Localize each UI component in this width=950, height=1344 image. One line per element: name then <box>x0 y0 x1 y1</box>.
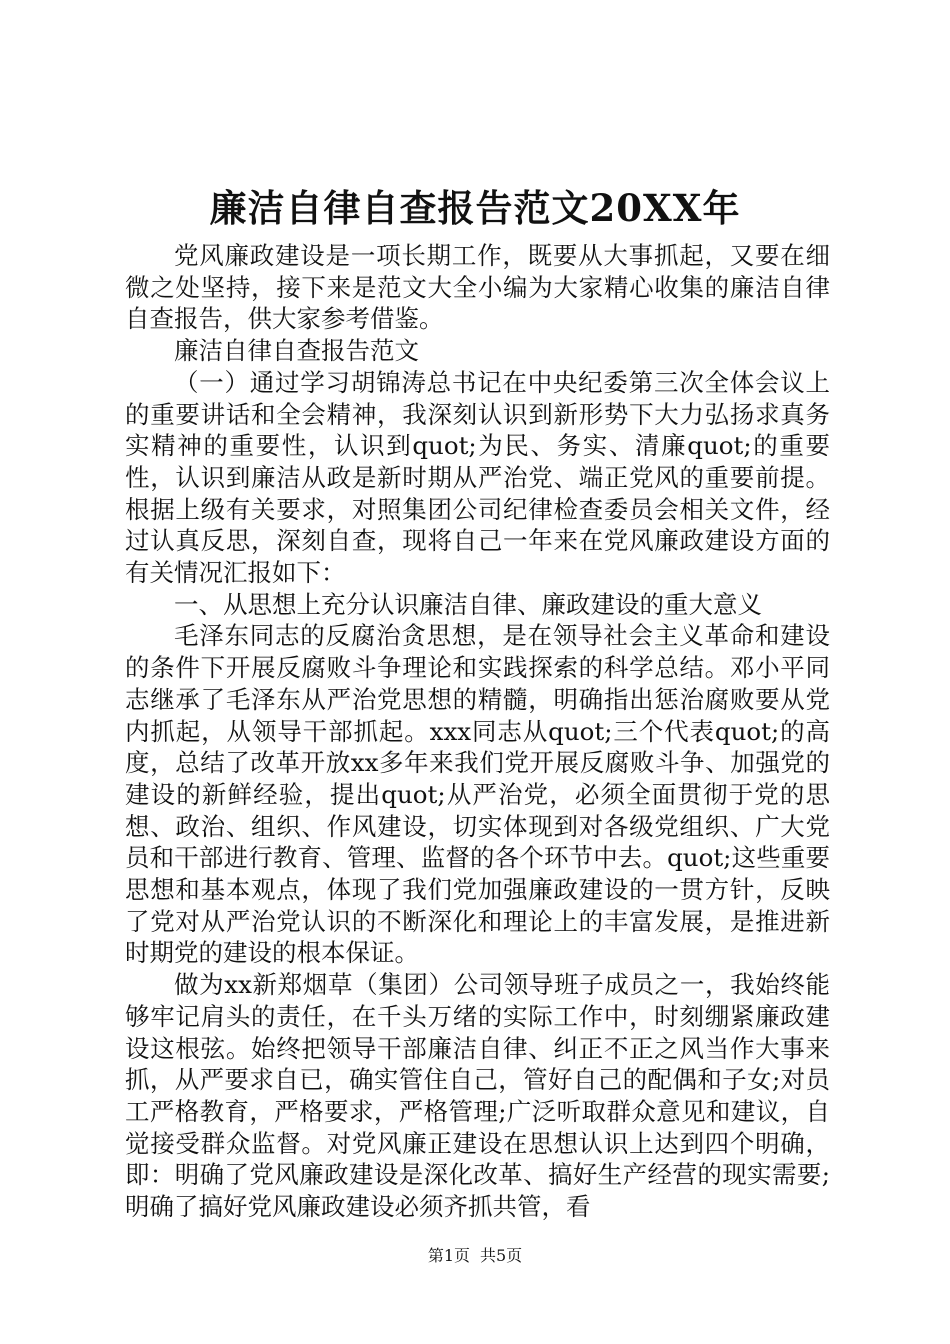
page-footer <box>0 1244 950 1268</box>
page-total: 共5页 <box>480 1246 523 1265</box>
page-number: 第1页 <box>427 1246 470 1265</box>
paragraph-intro: 党风廉政建设是一项长期工作，既要从大事抓起，又要在细微之处坚持，接下来是范文大全小编为大家精心收集的廉洁自律自查报告，供大家参考借鉴。 <box>125 241 830 334</box>
paragraph-responsibility: 做为xx新郑烟草（集团）公司领导班子成员之一，我始终能够牢记肩头的责任，在千头万绪的实际工作中，时刻绷紧廉政建设这根弦。始终把领导干部廉洁自律、纠正不正之风当作大事来抓，从严要求自已，确实管住自己，管好自己的配偶和子女;对员工严格教育，严格要求，严格管理;广泛听取群众意见和建议，自觉接受群众监督。对党风廉正建设在思想认识上达到四个明确，即：明确了党风廉政建设是深化改革、搞好生产经营的现实需要;明确了搞好党风廉政建设必须齐抓共管，看 <box>125 970 830 1222</box>
paragraph-history: 毛泽东同志的反腐治贪思想，是在领导社会主义革命和建设的条件下开展反腐败斗争理论和实践探索的科学总结。邓小平同志继承了毛泽东从严治党思想的精髓，明确指出惩治腐败要从党内抓起，从领导干部抓起。xxx同志从quot;三个代表quot;的高度，总结了改革开放xx多年来我们党开展反腐败斗争、加强党的建设的新鲜经验，提出quot;从严治党，必须全面贯彻于党的思想、政治、组织、作风建设，切实体现到对各级党组织、广大党员和干部进行教育、管理、监督的各个环节中去。quot;这些重要思想和基本观点，体现了我们党加强廉政建设的一贯方针，反映了党对从严治党认识的不断深化和理论上的丰富发展，是推进新时期党的建设的根本保证。 <box>125 621 830 968</box>
section-heading: 一、从思想上充分认识廉洁自律、廉政建设的重大意义 <box>174 589 762 619</box>
paragraph-section-1: （一）通过学习胡锦涛总书记在中央纪委第三次全体会议上的重要讲话和全会精神，我深刻认识到新形势下大力弘扬求真务实精神的重要性，认识到quot;为民、务实、清廉quot;的重要性，认识到廉洁从政是新时期从严治党、端正党风的重要前提。根据上级有关要求，对照集团公司纪律检查委员会相关文件，经过认真反思，深刻自查，现将自己一年来在党风廉政建设方面的有关情况汇报如下： <box>125 367 830 588</box>
document-title: 廉洁自律自查报告范文20XX年 <box>209 186 741 230</box>
document-body <box>125 240 830 1223</box>
paragraph-subtitle: 廉洁自律自查报告范文 <box>174 336 419 366</box>
